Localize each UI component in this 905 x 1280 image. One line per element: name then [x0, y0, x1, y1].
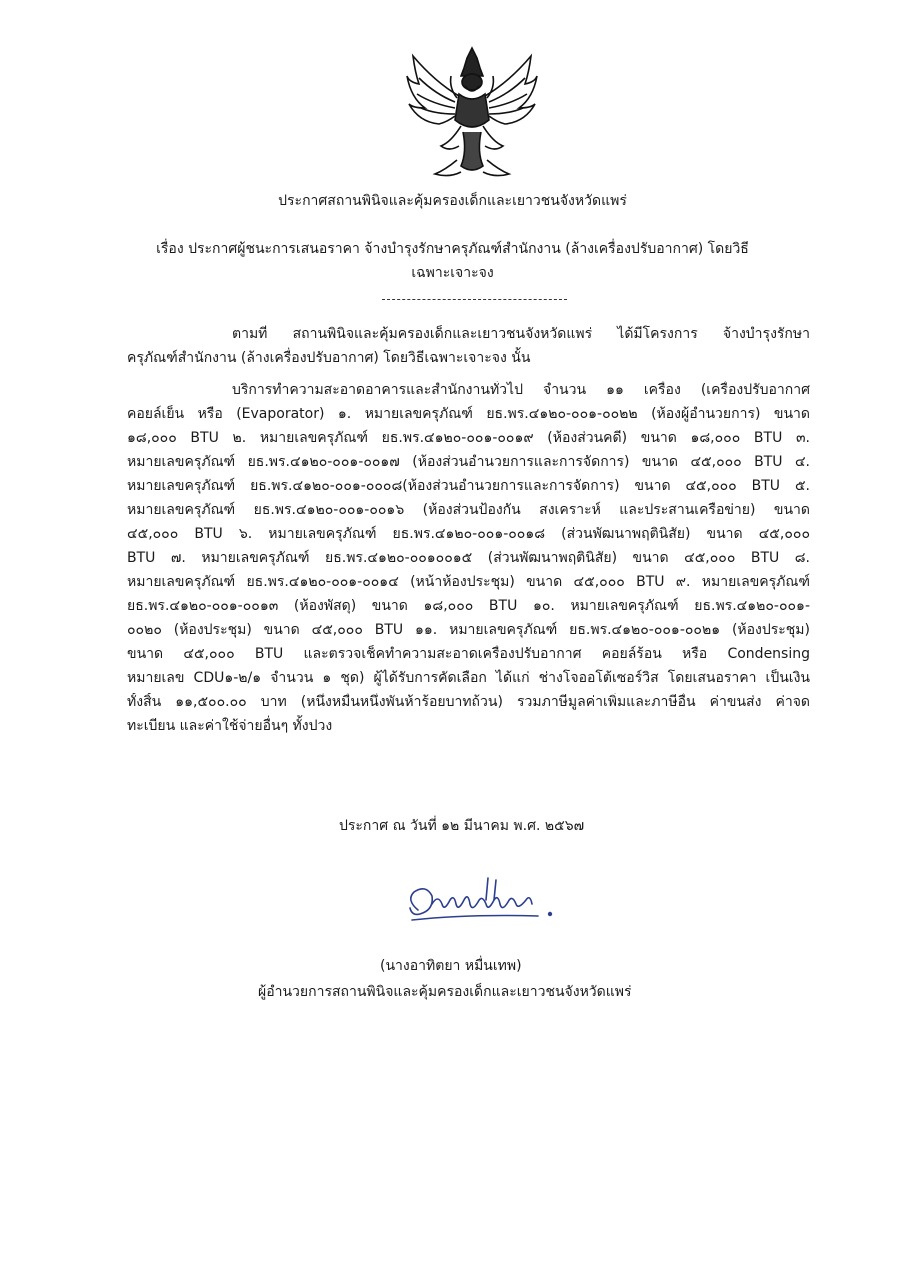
body-line-13: หมายเลข CDU๑-๒/๑ จำนวน ๑ ชุด) ผู้ได้รับการคัดเลือก ได้แก่ ช่างโจออโต้เซอร์วิส โดยเสนอราคา เป็นเงิน — [127, 670, 810, 686]
body-line-1: บริการทำความสะอาดอาคารและสำนักงานทั่วไป จำนวน ๑๑ เครื่อง (เครื่องปรับอากาศ — [232, 382, 810, 398]
subject-line-2: เฉพาะเจาะจง — [411, 265, 494, 281]
body-line-11: ๐๐๒๐ (ห้องประชุม) ขนาด ๔๕,๐๐๐ BTU ๑๑. หมายเลขครุภัณฑ์ ยธ.พร.๔๑๒๐-๐๐๑-๐๐๒๑ (ห้องประชุม) — [127, 622, 810, 638]
intro-line-2: ครุภัณฑ์สำนักงาน (ล้างเครื่องปรับอากาศ) โดยวิธีเฉพาะเจาะจง นั้น — [127, 350, 531, 366]
garuda-emblem — [405, 42, 539, 182]
subject-line-1: เรื่อง ประกาศผู้ชนะการเสนอราคา จ้างบำรุงรักษาครุภัณฑ์สำนักงาน (ล้างเครื่องปรับอากาศ) โดยวิธี — [156, 241, 749, 257]
body-line-14: ทั้งสิ้น ๑๑,๕๐๐.๐๐ บาท (หนึ่งหมื่นหนึ่งพันห้าร้อยบาทถ้วน) รวมภาษีมูลค่าเพิ่มและภาษีอื่น ค่าขนส่ง ค่าจด — [127, 694, 810, 710]
body-line-3: ๑๘,๐๐๐ BTU ๒. หมายเลขครุภัณฑ์ ยธ.พร.๔๑๒๐-๐๐๑-๐๐๑๙ (ห้องส่วนคดี) ขนาด ๑๘,๐๐๐ BTU ๓. — [127, 430, 810, 446]
body-line-5: หมายเลขครุภัณฑ์ ยธ.พร.๔๑๒๐-๐๐๑-๐๐๐๘(ห้องส่วนอำนวยการและการจัดการ) ขนาด ๔๕,๐๐๐ BTU ๕. — [127, 478, 810, 494]
header-divider — [382, 299, 567, 300]
body-line-9: หมายเลขครุภัณฑ์ ยธ.พร.๔๑๒๐-๐๐๑-๐๐๑๔ (หน้าห้องประชุม) ขนาด ๔๕,๐๐๐ BTU ๙. หมายเลขครุภัณฑ์ — [127, 574, 810, 590]
body-line-4: หมายเลขครุภัณฑ์ ยธ.พร.๔๑๒๐-๐๐๑-๐๐๑๗ (ห้องส่วนอำนวยการและการจัดการ) ขนาด ๔๕,๐๐๐ BTU ๔. — [127, 454, 810, 470]
announce-date: ประกาศ ณ วันที่ ๑๒ มีนาคม พ.ศ. ๒๕๖๗ — [339, 818, 585, 834]
intro-line-1: ตามที่ สถานพินิจและคุ้มครองเด็กและเยาวชนจังหวัดแพร่ ได้มีโครงการ จ้างบำรุงรักษา — [232, 326, 810, 342]
body-line-10: ยธ.พร.๔๑๒๐-๐๐๑-๐๐๑๓ (ห้องพัสดุ) ขนาด ๑๘,๐๐๐ BTU ๑๐. หมายเลขครุภัณฑ์ ยธ.พร.๔๑๒๐-๐๐๑- — [127, 598, 810, 614]
announcement-title: ประกาศสถานพินิจและคุ้มครองเด็กและเยาวชนจังหวัดแพร่ — [278, 193, 627, 209]
handwritten-signature — [398, 870, 563, 940]
body-line-15: ทะเบียน และค่าใช้จ่ายอื่นๆ ทั้งปวง — [127, 718, 333, 734]
signer-name: (นางอาทิตยา หมื่นเทพ) — [380, 958, 522, 974]
body-line-12: ขนาด ๔๕,๐๐๐ BTU และตรวจเช็คทำความสะอาดเครื่องปรับอากาศ คอยล์ร้อน หรือ Condensing — [127, 646, 810, 662]
signer-position: ผู้อำนวยการสถานพินิจและคุ้มครองเด็กและเยาวชนจังหวัดแพร่ — [258, 984, 632, 1000]
body-line-6: หมายเลขครุภัณฑ์ ยธ.พร.๔๑๒๐-๐๐๑-๐๐๑๖ (ห้องส่วนป้องกัน สงเคราะห์ และประสานเครือข่าย) ขนาด — [127, 502, 810, 518]
body-line-8: BTU ๗. หมายเลขครุภัณฑ์ ยธ.พร.๔๑๒๐-๐๐๑๐๐๑๕ (ส่วนพัฒนาพฤตินิสัย) ขนาด ๔๕,๐๐๐ BTU ๘. — [127, 550, 810, 566]
body-line-7: ๔๕,๐๐๐ BTU ๖. หมายเลขครุภัณฑ์ ยธ.พร.๔๑๒๐-๐๐๑-๐๐๑๘ (ส่วนพัฒนาพฤตินิสัย) ขนาด ๔๕,๐๐๐ — [127, 526, 810, 542]
body-line-2: คอยล์เย็น หรือ (Evaporator) ๑. หมายเลขครุภัณฑ์ ยธ.พร.๔๑๒๐-๐๐๑-๐๐๒๒ (ห้องผู้อำนวยการ) ขนาด — [127, 406, 810, 422]
